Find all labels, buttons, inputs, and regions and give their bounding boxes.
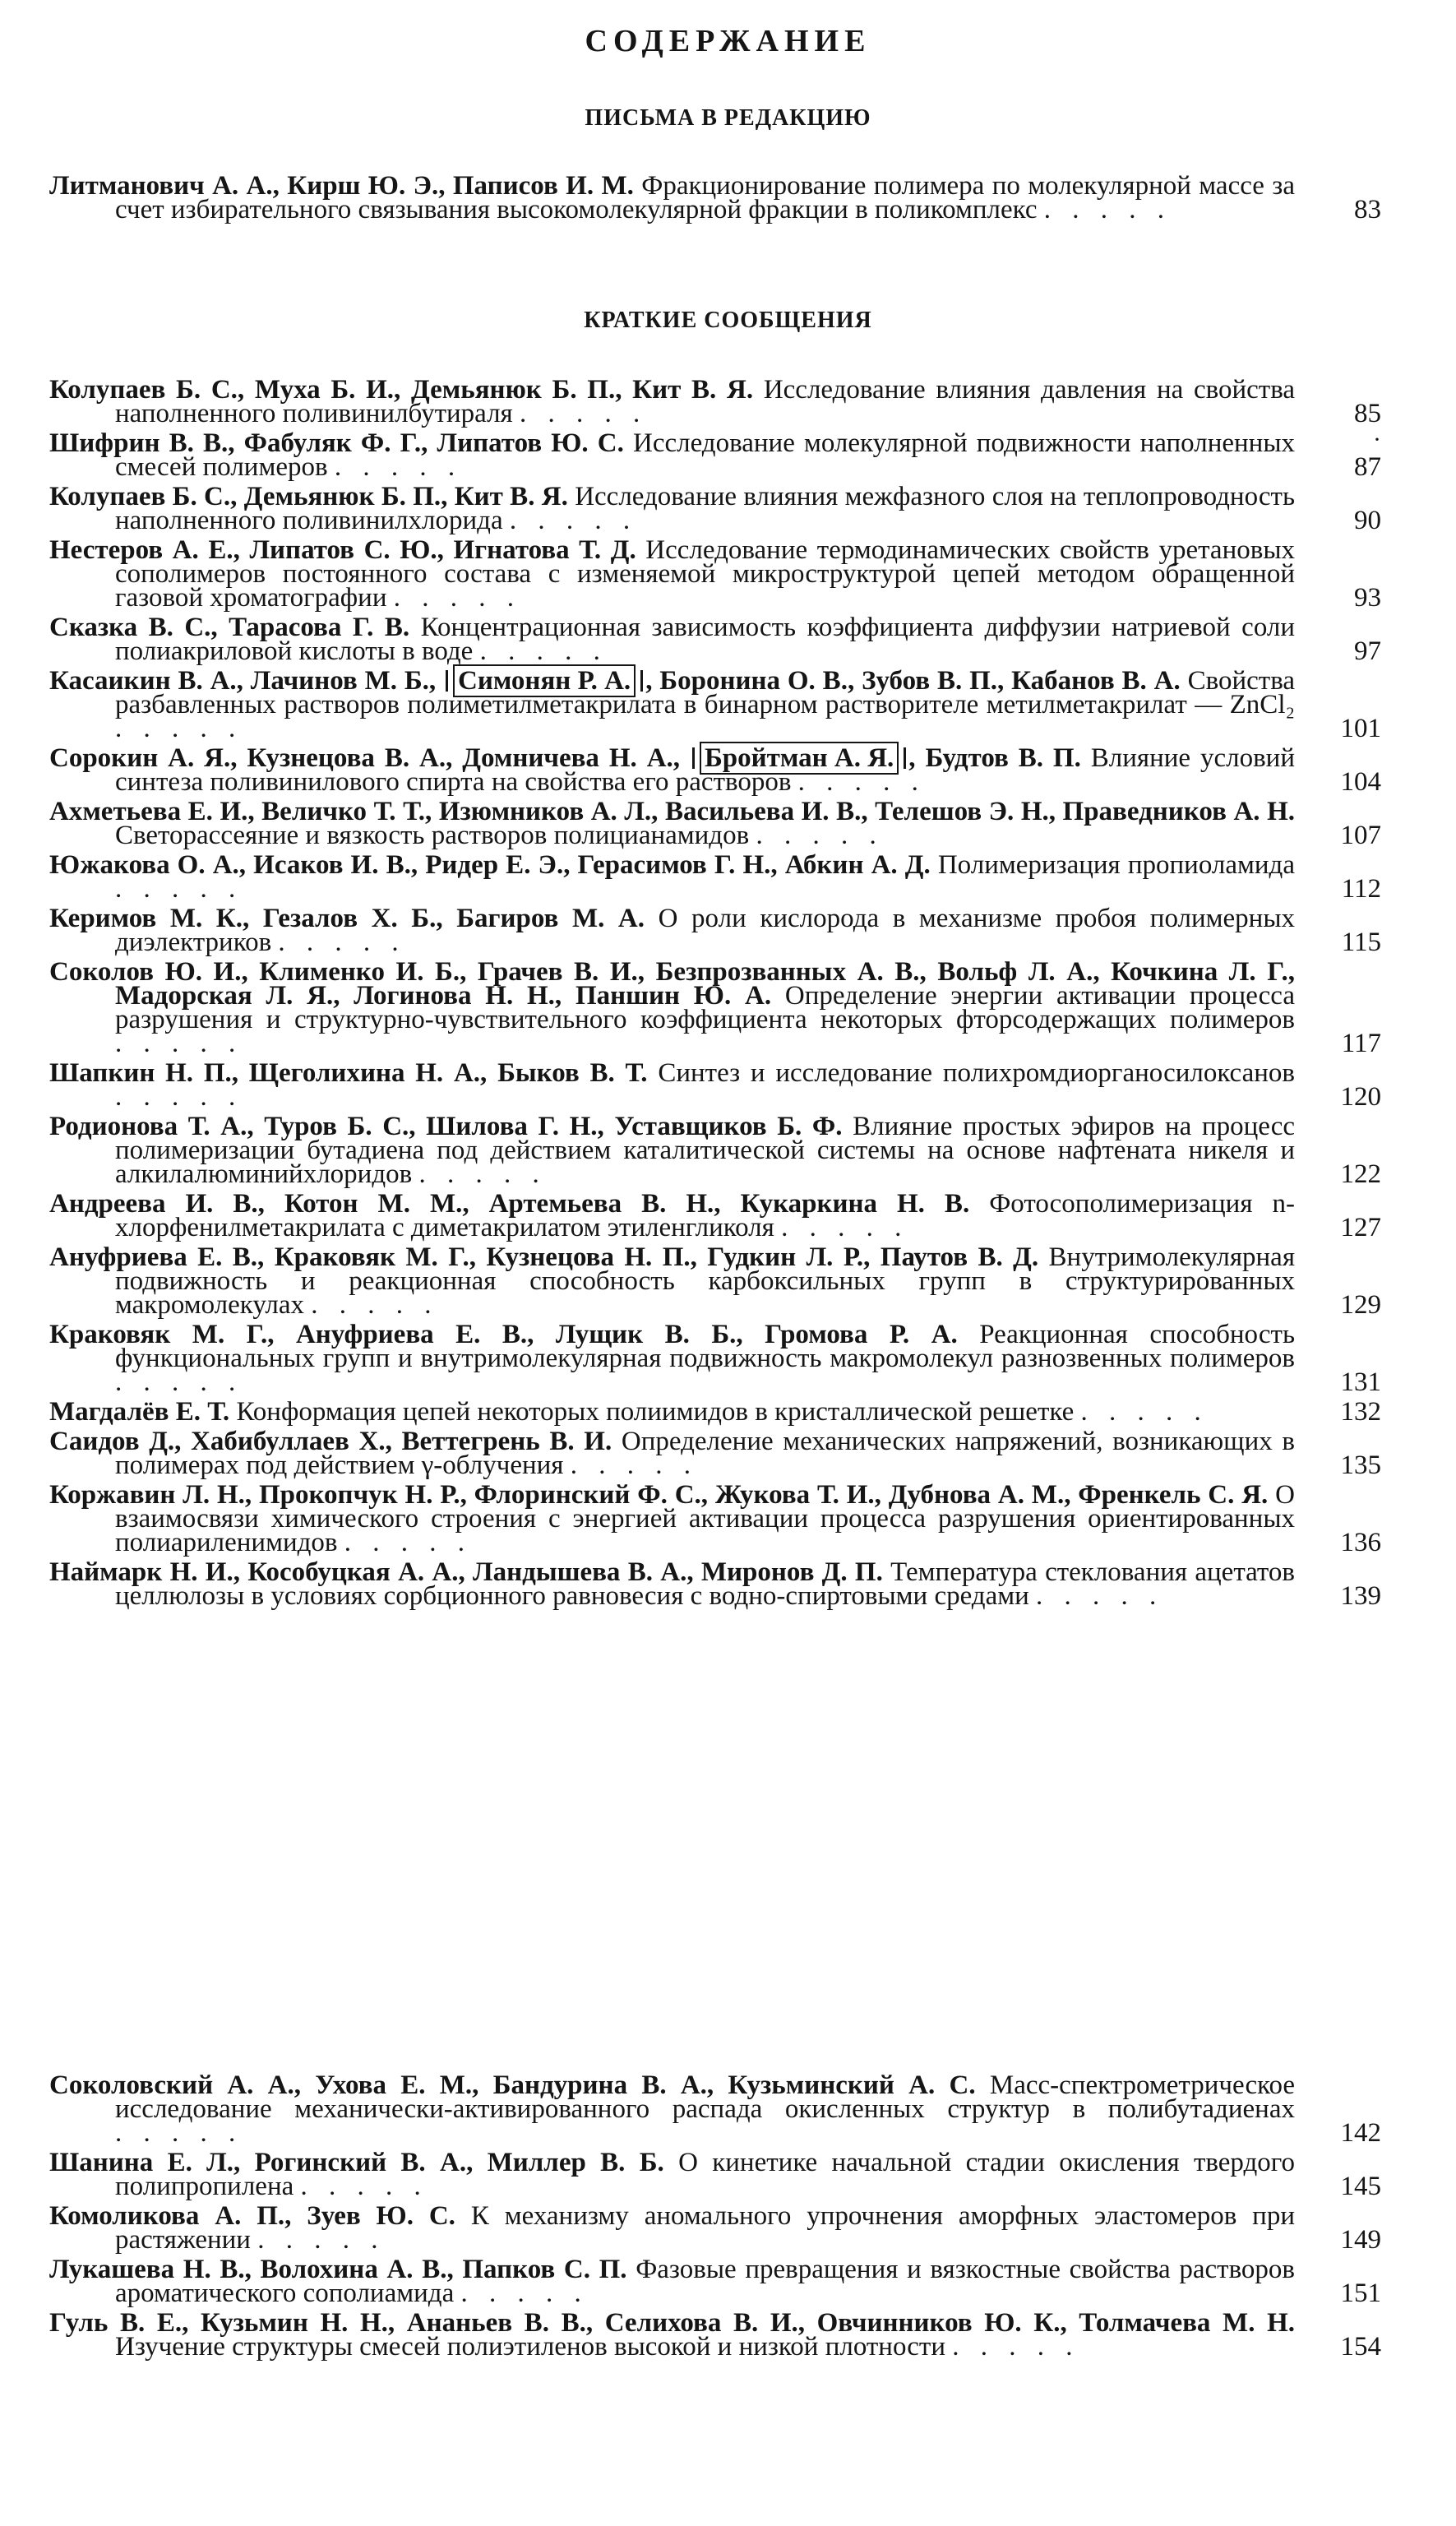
entry-authors: Краковяк М. Г., Ануфриева Е. В., Лущик В. Б., Громова Р. А. [49,1320,958,1349]
entry-authors: Магдалёв Е. Т. [49,1397,230,1427]
section-short-reports-entries-continued [0,2070,1456,2362]
entry-page-number: 139 [1340,1581,1381,1611]
entry-page-number: 149 [1340,2225,1381,2255]
toc-entry [49,535,1381,613]
entry-title: Определение энергии активации процесса разрушения и структурно-чувствительного коэффициента некоторых фторсодержащих полимеров [115,981,1296,1034]
dot-leader: . . . . . [311,1290,439,1320]
toc-entry [49,1242,1381,1320]
entry-authors-rest: , Будтов В. П. [908,743,1081,773]
entry-title: Полимеризация пропиоламида [937,850,1295,880]
entry-authors: Колупаев Б. С., Муха Б. И., Демьянюк Б. П., Кит В. Я. [49,375,754,405]
toc-entry [49,2148,1381,2201]
toc-entry [49,2201,1381,2255]
dot-leader: . . . . . [300,2172,428,2201]
dot-leader: . . . . . [797,767,926,797]
entry-page-number: 115 [1341,928,1381,957]
entry-page-number: 93 [1354,583,1381,613]
entry-page-number: 129 [1340,1290,1381,1320]
dot-leader: . . . . . [1036,1581,1164,1611]
dot-leader: . . . . . [393,583,521,613]
entry-authors: Сорокин А. Я., Кузнецова В. А., Домничева Н. А., [49,743,681,773]
entry-title: Фазовые превращения и вязкостные свойства растворов ароматического сополиамида [115,2255,1296,2308]
entry-authors: Родионова Т. А., Туров Б. С., Шилова Г. Н., Уставщиков Б. Ф. [49,1112,843,1141]
dot-leader: . . . . . [952,2332,1080,2362]
entry-page-number: 104 [1340,767,1381,797]
entry-title: Определение механических напряжений, возникающих в полимерах под действием γ-облучения [115,1427,1295,1480]
toc-entry [49,1058,1381,1112]
entry-boxed-author: Симонян Р. А. [453,664,636,697]
dot-leader: . . . . . [418,1159,547,1189]
entry-page-number: 97 [1354,636,1381,666]
entry-title: Концентрационная зависимость коэффициента диффузии натриевой соли полиакриловой кислоты в воде [115,613,1296,666]
section-letters-entries [0,171,1456,224]
entry-title: Светорассеяние и вязкость растворов полицианамидов [115,821,750,850]
entry-page-number: 87 [1354,452,1381,482]
dot-leader: . . . . . [257,2225,386,2255]
toc-entry [49,2308,1381,2362]
entry-authors: Соколовский А. А., Ухова Е. М., Бандурина В. А., Кузьминский А. С. [49,2070,976,2100]
toc-entry [49,171,1381,224]
entry-title: Температура стеклования ацетатов целлюлозы в условиях сорбционного равновесия с водно-спиртовыми средами [115,1557,1295,1611]
entry-authors: Касаикин В. А., Лачинов М. Б., [49,666,437,696]
deceased-author-frame [446,666,643,696]
entry-page-number: 101 [1340,714,1381,743]
entry-title: Фракционирование полимера по молекулярной массе за счет избирательного связывания высокомолекулярной фракции в поликомплекс [115,171,1295,224]
dot-leader: . . . . . [460,2278,589,2308]
dot-leader: . . . . . [1080,1397,1209,1427]
entry-title: Реакционная способность функциональных групп и внутримолекулярная подвижность макромолекул разнозвенных полимеров [115,1320,1295,1373]
toc-entry [49,1320,1381,1397]
toc-entry [49,743,1381,797]
entry-authors: Комоликова А. П., Зуев Ю. С. [49,2201,455,2231]
entry-title: Масс-спектрометрическое исследование механически-активированного распада окисленных структур в полибутадиенах [115,2070,1296,2124]
toc-entry [49,957,1381,1058]
entry-page-number: 112 [1341,874,1381,904]
deceased-author-frame [692,743,906,773]
toc-entry [49,666,1381,743]
entry-authors: Ахметьева Е. И., Величко Т. Т., Изюмников А. Л., Васильева И. В., Телешов Э. Н., Праведников А. Н. [49,797,1295,826]
toc-entry [49,1557,1381,1611]
dot-leader: . . . . . [479,636,608,666]
page-title: СОДЕРЖАНИЕ [585,24,871,58]
entry-title: Конформация цепей некоторых полиимидов в кристаллической решетке [236,1397,1075,1427]
entry-authors: Коржавин Л. Н., Прокопчук Н. Р., Флоринский Ф. С., Жукова Т. И., Дубнова А. М., Френкель С. Я. [49,1480,1269,1510]
dot-leader: . . . . . [509,506,638,535]
dot-leader: . . . . . [115,874,243,904]
entry-title: Фотосополимеризация n-хлорфенилметакрилата с диметакрилатом этиленгликоля [115,1189,1296,1242]
toc-entry [49,797,1381,850]
entry-title: Изучение структуры смесей полиэтиленов высокой и низкой плотности [115,2332,946,2362]
dot-leader: . . . . . [756,821,884,850]
dot-leader: . . . . . [334,452,463,482]
entry-authors: Нестеров А. Е., Липатов С. Ю., Игнатова Т. Д. [49,535,636,565]
entry-authors: Саидов Д., Хабибуллаев Х., Веттегрень В. И. [49,1427,612,1456]
dot-leader: . . . . . [520,399,648,428]
toc-entry [49,2070,1381,2148]
stray-mark: · [1373,426,1381,453]
toc-entry [49,1189,1381,1242]
toc-entry [49,1480,1381,1557]
entry-page-number: 85 [1354,399,1381,428]
entry-authors: Андреева И. В., Котон М. М., Артемьева В. Н., Кукаркина Н. В. [49,1189,970,1219]
dot-leader: . . . . . [344,1528,473,1557]
dot-leader: . . . . . [115,1029,243,1058]
entry-authors-rest: , Боронина О. В., Зубов В. П., Кабанов В. А. [645,666,1181,696]
entry-title: Исследование влияния давления на свойства наполненного поливинилбутираля [115,375,1295,428]
entry-authors: Шанина Е. Л., Рогинский В. А., Миллер В. Б. [49,2148,664,2177]
entry-authors: Литманович А. А., Кирш Ю. Э., Паписов И. М. [49,171,634,201]
entry-page-number: 154 [1340,2332,1381,2362]
section-heading-letters: ПИСЬМА В РЕДАКЦИЮ [585,105,871,131]
entry-page-number: 107 [1340,821,1381,850]
toc-entry [49,1427,1381,1480]
toc-entry [49,850,1381,904]
entry-title: Влияние условий синтеза поливинилового спирта на свойства его растворов [115,743,1296,797]
entry-page-number: 90 [1354,506,1381,535]
entry-boxed-author: Бройтман А. Я. [700,742,899,775]
entry-page-number: 132 [1340,1397,1381,1427]
entry-page-number: 127 [1340,1213,1381,1242]
entry-page-number: 122 [1340,1159,1381,1189]
toc-entry [49,1397,1381,1427]
entry-authors: Лукашева Н. В., Волохина А. В., Папков С. П. [49,2255,627,2284]
entry-page-number: 135 [1340,1450,1381,1480]
dot-leader: . . . . . [570,1450,698,1480]
entry-authors: Соколов Ю. И., Клименко И. Б., Грачев В. И., Безпрозванных А. В., Вольф Л. А., Кочкина Л. Г., Мадорская Л. Я., Логинова Н. Н., Паншин Ю. А. [49,957,1295,1011]
entry-authors: Керимов М. К., Гезалов Х. Б., Багиров М. А. [49,904,645,933]
section-heading-short-reports: КРАТКИЕ СООБЩЕНИЯ [584,308,872,333]
entry-page-number: 83 [1354,195,1381,224]
entry-authors: Шифрин В. В., Фабуляк Ф. Г., Липатов Ю. С. [49,428,624,458]
entry-authors: Южакова О. А., Исаков И. В., Ридер Е. Э., Герасимов Г. Н., Абкин А. Д. [49,850,931,880]
entry-authors: Ануфриева Е. В., Краковяк М. Г., Кузнецова Н. П., Гудкин Л. Р., Паутов В. Д. [49,1242,1039,1272]
toc-entry [49,426,1381,482]
entry-authors: Сказка В. С., Тарасова Г. В. [49,613,410,642]
toc-entry [49,2255,1381,2308]
entry-page-number: 120 [1340,1082,1381,1112]
entry-authors: Гуль В. Е., Кузьмин Н. Н., Ананьев В. В., Селихова В. И., Овчинников Ю. К., Толмачева М. Н. [49,2308,1295,2338]
toc-entry [49,1112,1381,1189]
dot-leader: . . . . . [278,928,406,957]
entry-title: К механизму аномального упрочнения аморфных эластомеров при растяжении [115,2201,1295,2255]
entry-title: Исследование влияния межфазного слоя на теплопроводность наполненного поливинилхлорида [115,482,1296,535]
dot-leader: . . . . . [1043,195,1172,224]
entry-title: Внутримолекулярная подвижность и реакционная способность карбоксильных групп в структурированных макромолекулах [115,1242,1295,1320]
entry-page-number: 151 [1340,2278,1381,2308]
toc-entry [49,375,1381,428]
entry-page-number: 142 [1340,2118,1381,2148]
entry-title: О роли кислорода в механизме пробоя полимерных диэлектриков [115,904,1296,957]
entry-page-number: 131 [1340,1367,1381,1397]
dot-leader: . . . . . [115,714,243,743]
entry-title: Исследование термодинамических свойств уретановых сополимеров постоянного состава с изменяемой микроструктурой цепей методом обращенной газовой хроматографии [115,535,1295,613]
dot-leader: . . . . . [115,1082,243,1112]
entry-title: О взаимосвязи химического строения с энергией активации процесса разрушения ориентированных полиариленимидов [115,1480,1295,1557]
section-short-reports-entries [0,375,1456,1611]
entry-authors: Колупаев Б. С., Демьянюк Б. П., Кит В. Я. [49,482,568,511]
dot-leader: . . . . . [115,2118,243,2148]
entry-title: Исследование молекулярной подвижности наполненных смесей полимеров [115,428,1295,482]
entry-page-number: 145 [1340,2172,1381,2201]
entry-page-number: 136 [1340,1528,1381,1557]
entry-title: Синтез и исследование полихромдиорганосилоксанов [658,1058,1295,1088]
dot-leader: . . . . . [115,1367,243,1397]
toc-entry [49,904,1381,957]
entry-title: Свойства разбавленных растворов полиметилметакрилата в бинарном растворителе метилметакрилат — ZnCl₂ [115,666,1296,719]
entry-title: О кинетике начальной стадии окисления твердого полипропилена [115,2148,1295,2201]
entry-authors: Шапкин Н. П., Щеголихина Н. А., Быков В. Т. [49,1058,648,1088]
dot-leader: . . . . . [781,1213,909,1242]
toc-entry [49,613,1381,666]
entry-page-number: 117 [1341,1029,1381,1058]
entry-title: Влияние простых эфиров на процесс полимеризации бутадиена под действием каталитической системы на основе нафтената никеля и алкилалюминийхлоридов [115,1112,1296,1189]
toc-entry [49,482,1381,535]
entry-authors: Наймарк Н. И., Кособуцкая А. А., Ландышева В. А., Миронов Д. П. [49,1557,883,1587]
